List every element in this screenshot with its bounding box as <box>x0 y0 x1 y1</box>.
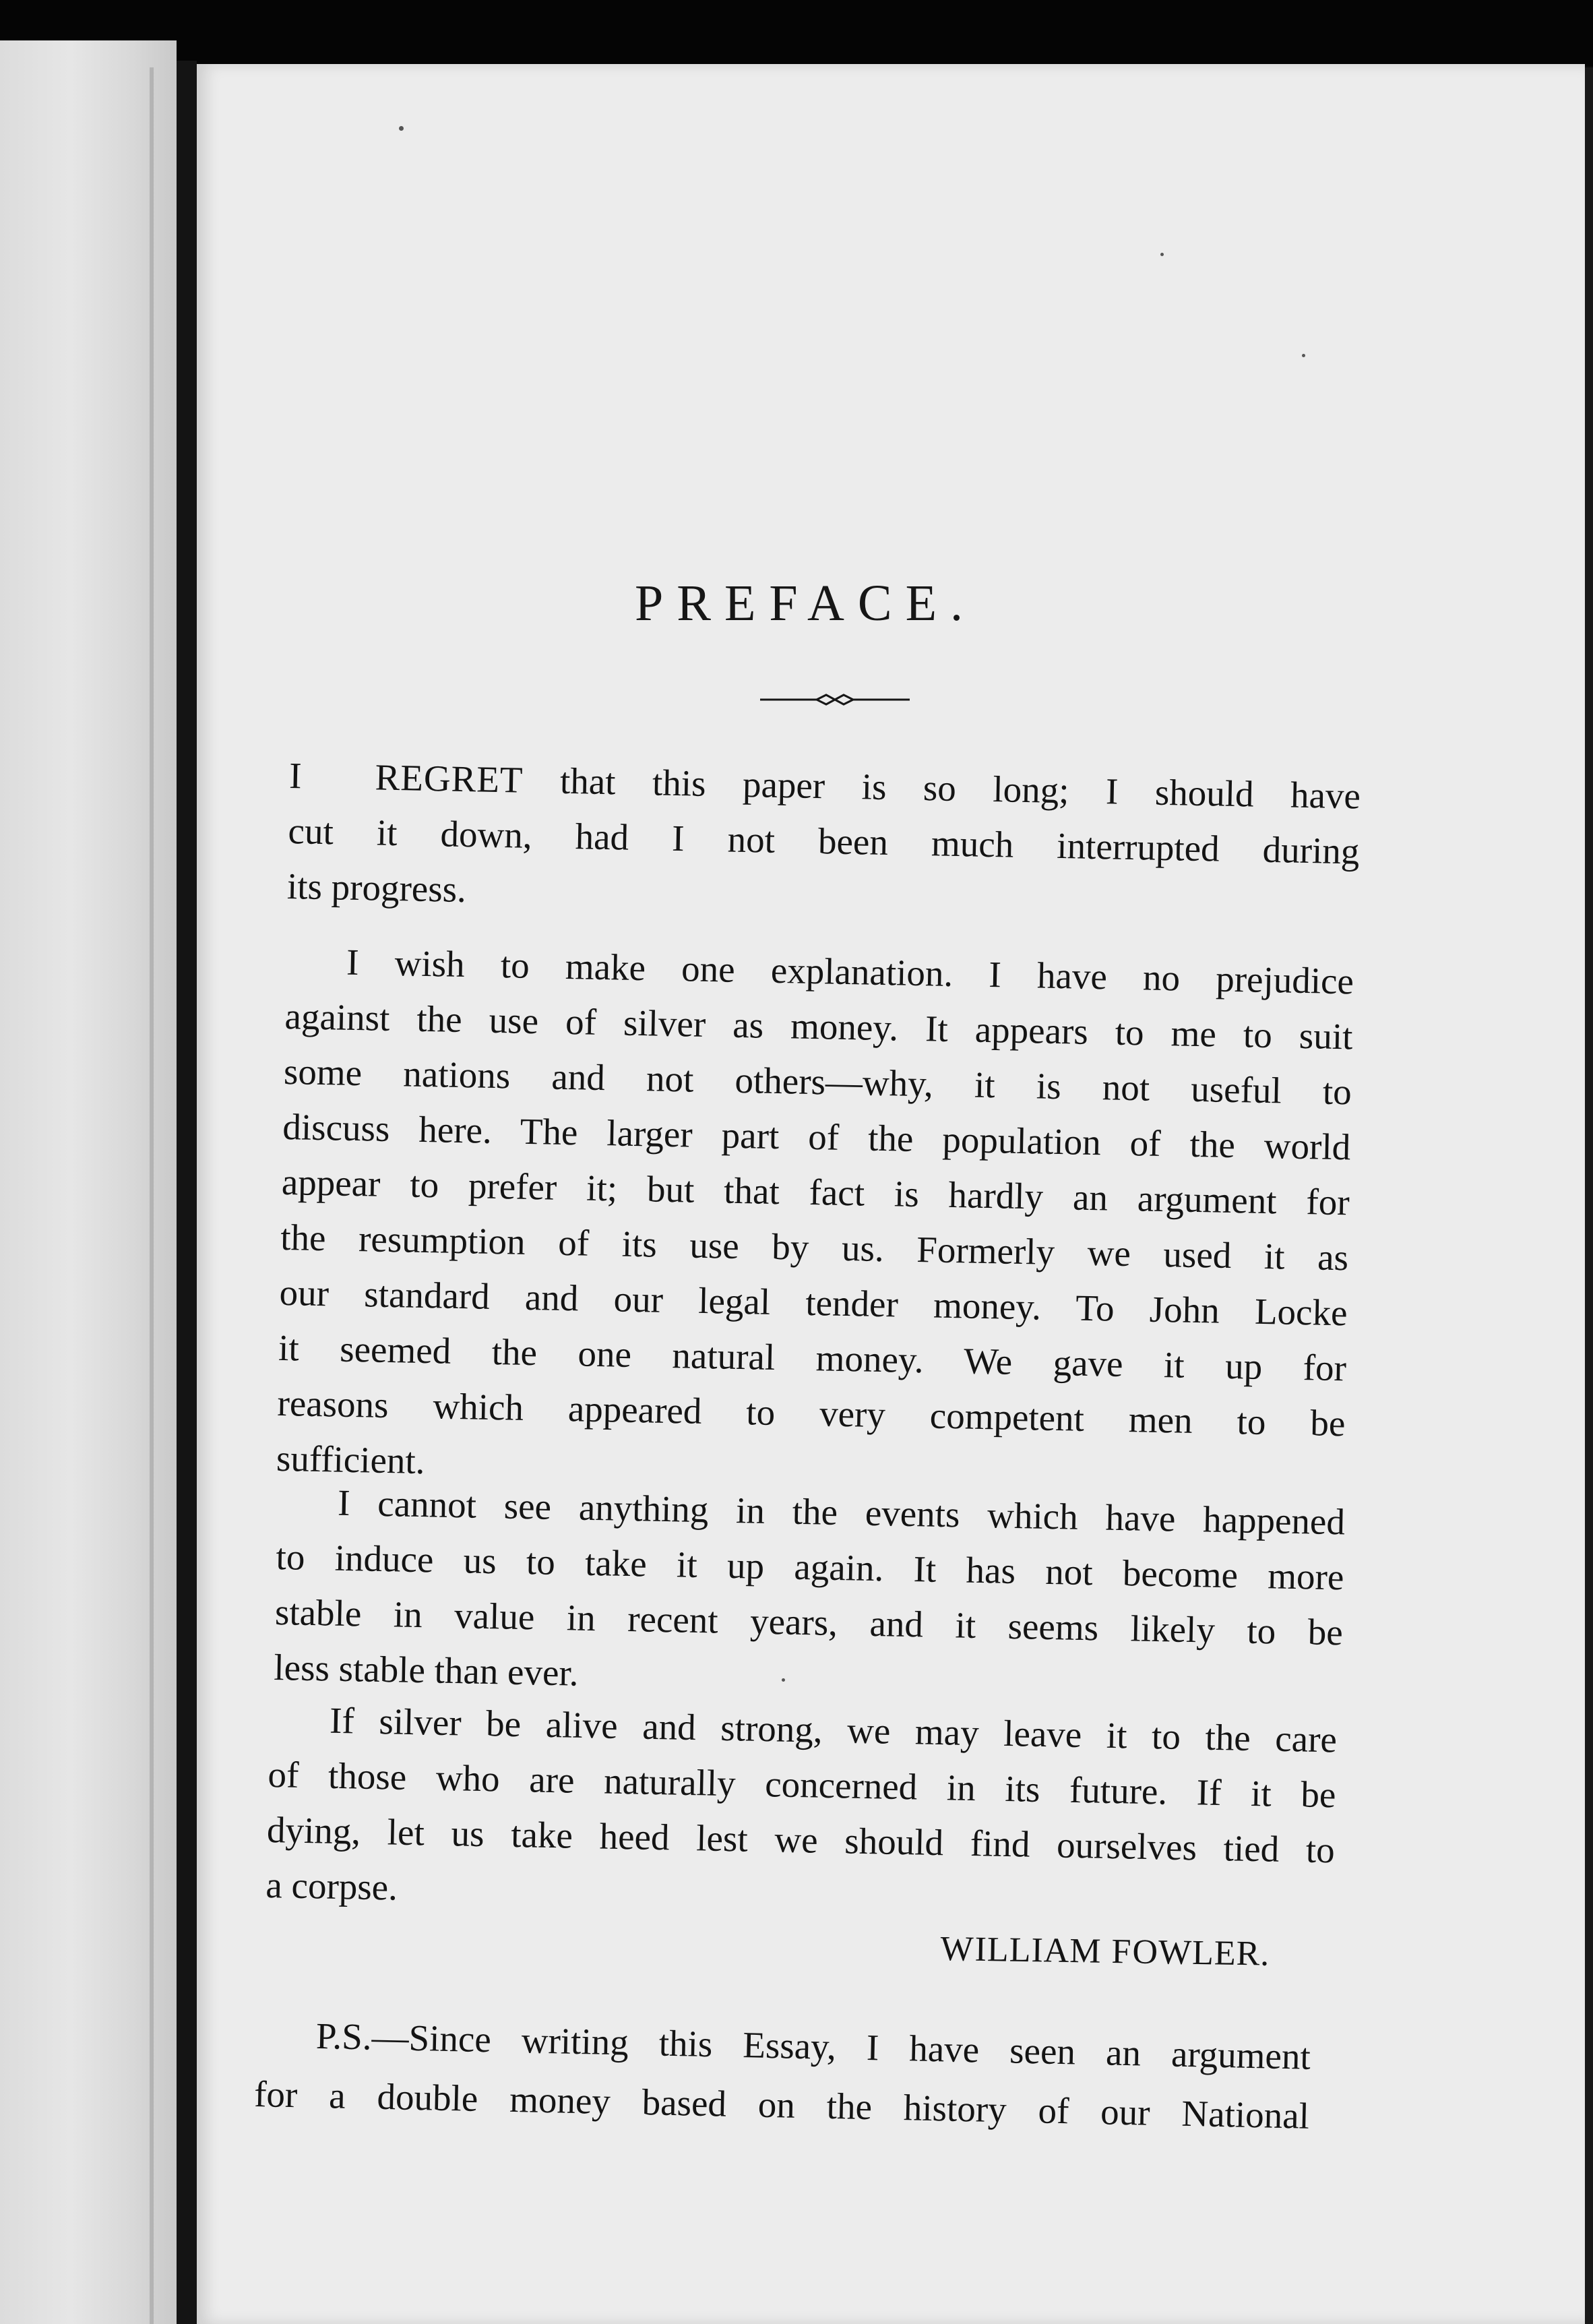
text-line: its progress. <box>286 865 467 911</box>
text-line: P.S.—Since writing this Essay, I have seen an argument <box>315 2015 1311 2077</box>
text-line: cut it down, had I not been much interrupted during <box>288 809 1360 872</box>
signature-initial: F <box>1111 1932 1133 1971</box>
signature-initial: W <box>940 1929 976 1969</box>
scan-top-border <box>0 0 1593 66</box>
text-line: of those who are naturally concerned in its future. If it be <box>268 1753 1336 1816</box>
scan-right-border <box>1585 67 1593 2324</box>
text-line: I wish to make one explanation. I have no prejudice <box>346 941 1354 1002</box>
text-line: I cannot see anything in the events which have happened <box>337 1481 1346 1543</box>
text-line: for a double money based on the history of our National <box>253 2073 1310 2137</box>
postscript-paragraph <box>253 2005 1311 2146</box>
text-line: appear to prefer it; but that fact is hardly an argument for <box>281 1161 1350 1223</box>
text-line: If silver be alive and strong, we may leave it to the care <box>329 1699 1338 1761</box>
text-line: sufficient. <box>276 1437 426 1482</box>
preface-paragraph-2 <box>276 934 1354 1506</box>
title-ornament-divider <box>760 692 910 708</box>
text-line: our standard and our legal tender money. To John Locke <box>279 1271 1348 1334</box>
signature-first-name: ILLIAM <box>974 1930 1102 1971</box>
text-line: reasons which appeared to very competent men to be <box>277 1382 1346 1444</box>
text-line: dying, let us take heed lest we should find ourselves tied to <box>266 1808 1336 1871</box>
text-line: the resumption of its use by us. Formerly we used it as <box>280 1216 1349 1279</box>
book-gutter <box>177 61 197 2324</box>
drop-word: I <box>288 754 303 797</box>
page-title: PREFACE. <box>635 575 977 632</box>
text-line-rest: that this paper is so long; I should have <box>559 760 1361 817</box>
preface-paragraph-1 <box>286 748 1361 934</box>
text-line: a corpse. <box>265 1864 398 1908</box>
text-line: against the use of silver as money. It appears to me to suit <box>284 995 1353 1058</box>
small-caps-lead: REGRET <box>375 756 524 801</box>
paper-speck <box>1302 354 1305 357</box>
author-signature <box>940 1929 1270 1974</box>
left-page-fold-shadow <box>150 67 154 2324</box>
preface-paragraph-4 <box>266 1692 1338 1933</box>
text-line: to induce us to take it up again. It has not become more <box>276 1535 1344 1598</box>
text-line: some nations and not others—why, it is not useful to <box>283 1050 1352 1113</box>
paper-speck <box>399 126 404 131</box>
text-line: stable in value in recent years, and it seems likely to be <box>274 1591 1344 1653</box>
text-line: less stable than ever. <box>273 1646 580 1694</box>
preface-paragraph-3 <box>274 1474 1346 1715</box>
paper-speck <box>1160 253 1164 256</box>
text-line: it seemed the one natural money. We gave it up for <box>278 1326 1347 1389</box>
text-line: discuss here. The larger part of the population of the world <box>282 1105 1351 1168</box>
signature-last-name: OWLER. <box>1132 1932 1270 1974</box>
